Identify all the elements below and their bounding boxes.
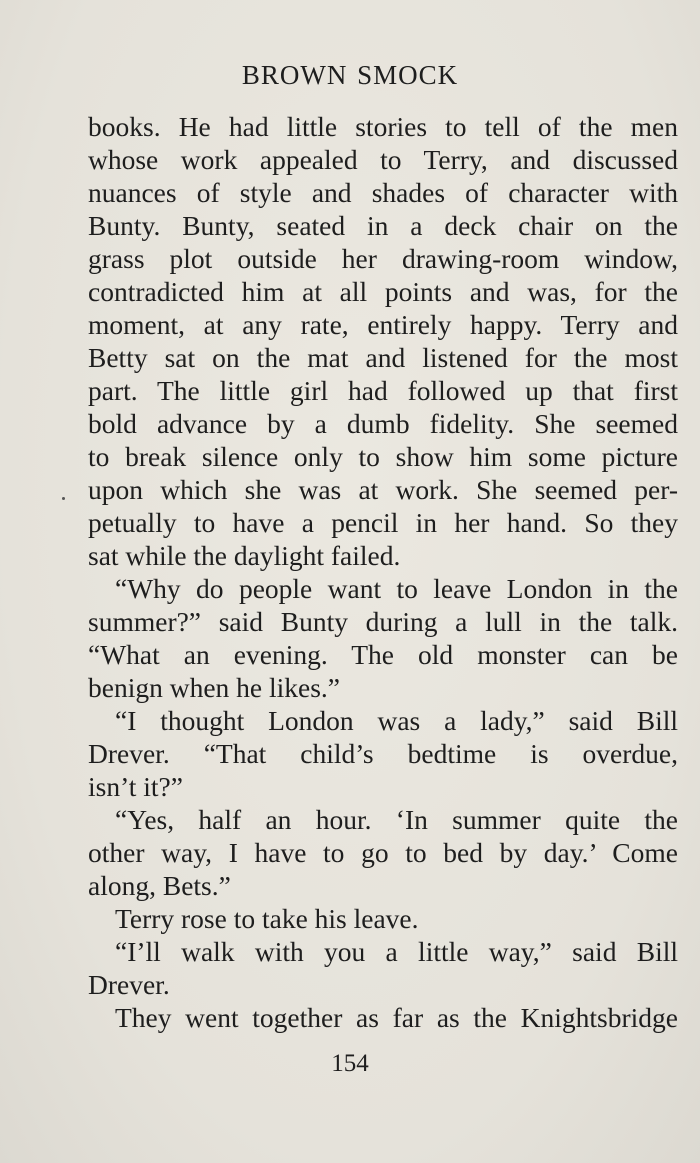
text-line: “I’ll walk with you a little way,” said Bill bbox=[115, 936, 678, 967]
text-line: Terry rose to take his leave. bbox=[115, 903, 419, 934]
text-line: books. He had little stories to tell of the men bbox=[88, 111, 678, 142]
page-number: 154 bbox=[331, 1050, 369, 1077]
text-line: petually to have a pencil in her hand. So they bbox=[88, 507, 678, 538]
text-line: Drever. bbox=[88, 969, 170, 1000]
text-line: moment, at any rate, entirely happy. Terry and bbox=[88, 309, 678, 340]
text-line: sat while the daylight failed. bbox=[88, 540, 401, 571]
text-line: Betty sat on the mat and listened for the most bbox=[88, 342, 678, 373]
running-header: BROWN SMOCK bbox=[241, 60, 459, 90]
text-line: summer?” said Bunty during a lull in the talk. bbox=[88, 606, 678, 637]
text-line: They went together as far as the Knightsbridge bbox=[115, 1002, 678, 1033]
text-line: nuances of style and shades of character with bbox=[88, 177, 678, 208]
text-line: “Yes, half an hour. ‘In summer quite the bbox=[115, 804, 678, 835]
text-line: grass plot outside her drawing-room window, bbox=[88, 243, 678, 274]
text-line: “Why do people want to leave London in the bbox=[115, 573, 678, 604]
body-text bbox=[88, 110, 678, 1034]
text-line: “I thought London was a lady,” said Bill bbox=[115, 705, 678, 736]
text-line: upon which she was at work. She seemed per- bbox=[88, 474, 678, 505]
paper-speck bbox=[62, 497, 65, 500]
text-line: benign when he likes.” bbox=[88, 672, 341, 703]
text-line: to break silence only to show him some picture bbox=[88, 441, 678, 472]
text-line: Drever. “That child’s bedtime is overdue, bbox=[88, 738, 678, 769]
text-line: whose work appealed to Terry, and discussed bbox=[88, 144, 678, 175]
text-line: along, Bets.” bbox=[88, 870, 231, 901]
text-line: other way, I have to go to bed by day.’ Come bbox=[88, 837, 678, 868]
text-line: isn’t it?” bbox=[88, 771, 183, 802]
text-line: Bunty. Bunty, seated in a deck chair on the bbox=[88, 210, 678, 241]
text-line: contradicted him at all points and was, for the bbox=[88, 276, 678, 307]
text-line: part. The little girl had followed up that first bbox=[88, 375, 678, 406]
text-line: “What an evening. The old monster can be bbox=[88, 639, 678, 670]
text-line: bold advance by a dumb fidelity. She seemed bbox=[88, 408, 678, 439]
